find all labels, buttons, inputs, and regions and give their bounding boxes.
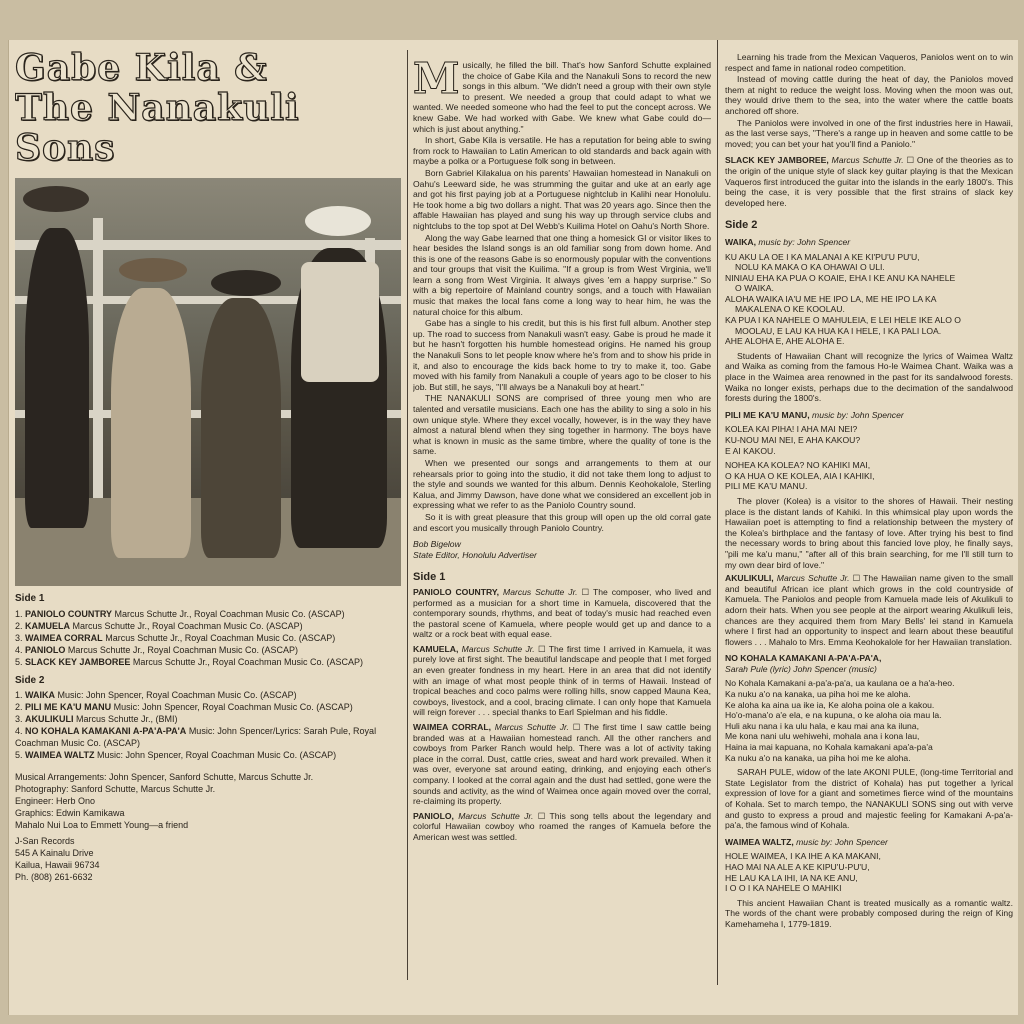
song-heading: WAIMEA WALTZ, music by: John Spencer: [725, 836, 888, 847]
song-note: The plover (Kolea) is a visitor to the shores of Hawaii. Their nesting place is the distant lands of Kahiki. In this whimsical play upon words the Hawaiian poet is attempting to find a relationship between the mystery of the Kolea's birthplace and the fantasy of love. After trying his best to find the necessary words to bring about this fancied love ploy, he finally says, "pili me ka'u manu," "after all of this brain searching, for me I'll still turn to my own dear bird of love.": [725, 495, 1013, 570]
middle-column: [413, 60, 711, 1005]
lyrics-block: No Kohala Kamakani a-pa'a-pa'a, ua kaulana oe a ha'a-heo. Ka nuku a'o na kanaka, ua piha hoi me ke aloha. Ke aloha ka aina ua ike ia, Ke aloha poina ole a kakou. Ho'o-mana'o a'e ela, e na kupuna, o ke aloha oia mau la. Huli aku nana i ka ulu hala, e kau mai ana ka iluna, Me kona nani ulu wehiwehi, mohala ana i kona lau, Haina ia mai kapuana, no Kohala kamakani apa'a-pa'a Ka nuku a'o na kanaka, ua piha hoi me ke aloha.: [725, 678, 955, 763]
white-vest: [301, 262, 379, 382]
body-paragraph: Learning his trade from the Mexican Vaqueros, Paniolos went on to win respect and fame in national rodeo competition.: [725, 52, 1013, 73]
band-member-2: [111, 288, 191, 558]
label-address: [15, 835, 401, 883]
side1-track-list: [15, 608, 401, 668]
drop-cap: M: [413, 60, 460, 103]
side2-track-list: [15, 689, 401, 761]
author-title: State Editor, Honolulu Advertiser: [413, 549, 537, 560]
song-note: SLACK KEY JAMBOREE, Marcus Schutte Jr. ☐ One of the theories as to the origin of the unique style of slack key guitar playing is that the Mexican Vaqueros first introduced the guitar into the islands in the early 1800's. This being the case, it is very possible that the first strains of slack key developed here.: [725, 155, 1013, 208]
album-title-line1: Gabe Kila &: [15, 48, 268, 89]
track-item: 2. KAMUELA Marcus Schutte Jr., Royal Coachman Music Co. (ASCAP): [15, 620, 303, 631]
song-note: KAMUELA, Marcus Schutte Jr. ☐ The first time I arrived in Kamuela, it was purely love at first sight. The beautiful landscape and people that I met forged an even greater fondness in my heart. Here in an area that did not identify with an image of what most people think of in terms of Hawaii. Instead of tropical beaches and coco palms were rolling hills, snow capped Mauna Kea, cowboys, livestock, and a cool, bracing climate. I can only hope that Kamuela will reign forever . . . special thanks to Earl Spielman and his fiddle.: [413, 643, 711, 718]
address-line: 545 A Kainalu Drive: [15, 848, 94, 859]
body-paragraph: Gabe has a single to his credit, but this is his first full album. Another step up. The road to success from Nanakuli wasn't easy. Gabe is proud he made it but he hasn't forgotten his humble homestead origins. He named his group the Nanakuli Sons to let people know where he's from and to show his pride in it, and also to encourage the kids back home to try to make it, too. Gabe moved with his family from Nanakuli a couple of years ago to be closer to his job. But still, he says, "I'll always be a Nanakuli boy at heart.": [413, 318, 711, 392]
song-note: This ancient Hawaiian Chant is treated musically as a romantic waltz. The words of the chant were probably composed during the reign of King Kamehameha I, 1779-1819.: [725, 897, 1013, 929]
intro-paragraph: Musically, he filled the bill. That's how Sanford Schutte explained the choice of Gabe Kila and the Nanakuli Sons to record the new songs in this album. "We didn't need a group with their own style to present. We needed a group that could adapt to what we wanted. We needed someone who had the feel to put the concept across. We knew Gabe. We had worked with Gabe. We knew what Gabe could do—which is just about anything.": [413, 60, 711, 134]
song-note: PANIOLO, Marcus Schutte Jr. ☐ This song tells about the legendary and colorful Hawaiian cowboy who roamed the ranges of Kamuela before the American west was settled.: [413, 810, 711, 842]
author-name: Bob Bigelow: [413, 539, 461, 550]
track-item: 3. WAIMEA CORRAL Marcus Schutte Jr., Royal Coachman Music Co. (ASCAP): [15, 632, 336, 643]
song-note: PANIOLO COUNTRY, Marcus Schutte Jr. ☐ The composer, who lived and performed as a musician for a short time in Kamuela, discovered that the contemporary sounds, rhythms, and beat of today's music had reached even the pastoral scene of Kamuela, where people would get up and dance to a waltz or a rock beat with equal ease.: [413, 586, 711, 640]
song-heading: NO KOHALA KAMAKANI A-PA'A-PA'A,: [725, 653, 882, 664]
cowboy-hat-1: [23, 186, 89, 212]
credit-line: Engineer: Herb Ono: [15, 796, 96, 807]
body-paragraph: Born Gabriel Kilakalua on his parents' Hawaiian homestead in Nanakuli on Oahu's Leeward side, he was strumming the guitar and uke at an early age and got his first paying job at a Portuguese nightclub in Kalihi near Honolulu. He took home a big two dollars a night. That was 20 years ago. Since then the affable Hawaiian has played and sung his way up through service clubs and nightclubs to the top spot at Del Webb's Kuilima Hotel on Oahu's North Shore.: [413, 167, 711, 231]
white-cowboy-hat: [305, 206, 371, 236]
song-note: WAIMEA CORRAL, Marcus Schutte Jr. ☐ The first time I saw cattle being branded was at a Hawaiian homestead ranch. All the other ranchers and cowboys from Parker Ranch would help. There was a lot of activity taking place in the corral. Dust, cattle cries, sweat and hard work prevailed. When it was over, everyone sat around eating, drinking, and enjoying each other's company. I looked at the corral again and the dust had settled, gone were the sounds and activity, as the wind of Waimea once again moved over the corral, re-claiming its property.: [413, 722, 711, 807]
body-paragraph: When we presented our songs and arrangements to them at our rehearsals prior to going into the studio, it did not take them long to adjust to the style and sounds we wanted for this album. Dennis Keohokalole, Sterling Kalua, and Jimmy Dawson, have done what we considered an excellent job in expressing what we refer to as the Paniolo Country sound.: [413, 457, 711, 511]
track-item: 4. PANIOLO Marcus Schutte Jr., Royal Coachman Music Co. (ASCAP): [15, 644, 298, 655]
credit-line: Musical Arrangements: John Spencer, Sanford Schutte, Marcus Schutte Jr.: [15, 772, 314, 783]
body-paragraph: Along the way Gabe learned that one thing a homesick GI or visitor likes to hear besides the Island songs is an old familiar song from down home. And this is one of the reasons Gabe is so enormously popular with the conventions and tour groups that visit the Kuilima. "If a group is from West Virginia, we'll learn a song from West Virginia. It always gives 'em a happy surprise." So with a big repertoire of Mainland country songs, and a touch with Hawaiian music that makes the local fans come a long way to hear him, he was the natural choice for this album.: [413, 232, 711, 317]
song-note: SARAH PULE, widow of the late AKONI PULE, (long-time Territorial and State Legislator from the district of Kohala) has put together a lyrical expression of love for a giant and sometimes fierce wind of the mountains of Kohala. Set to march tempo, the NANAKULI SONS sing out with verve and gusto to express a proud and majestic feeling for Kamakani A-pa'a-pa'a, the famous wind of Kohala.: [725, 767, 1013, 831]
track-item: 3. AKULIKULI Marcus Schutte Jr., (BMI): [15, 714, 178, 725]
band-member-3: [201, 298, 281, 558]
side1-heading: Side 1: [15, 593, 45, 604]
credit-line: Graphics: Edwin Kamikawa: [15, 808, 125, 819]
fence-post: [93, 218, 103, 518]
address-line: Kailua, Hawaii 96734: [15, 860, 100, 871]
credit-line: Mahalo Nui Loa to Emmett Young—a friend: [15, 820, 189, 831]
column-divider: [717, 40, 718, 985]
song-heading: PILI ME KA'U MANU, music by: John Spencer: [725, 409, 904, 420]
song-note: AKULIKULI, Marcus Schutte Jr. ☐ The Hawaiian name given to the small and beautiful African ice plant which grows in the cold countryside of Kamuela. The Paniolos and people from Kamuela made leis of Akulikuli to adorn their hats. When you see people at the airport wearing Akulikuli leis, chances are they acquired them from Mary Bells' lei stand in Kamuela where I first had an opportunity to inspect and learn about these beautiful flowers . . . Mahalo to Mrs. Emma Keohokalole for her Hawaiian translation.: [725, 573, 1013, 647]
left-column: [15, 48, 401, 993]
right-column: [725, 52, 1013, 997]
body-paragraph: THE NANAKULI SONS are comprised of three young men who are talented and versatile musicians. Each one has the ability to sing a solo in his own unique style. Where they excel vocally, however, is in the way they have almost a natural blend when they sing together in harmony. The boys have what is known in music as the same timbre, where the quality of tone is the same.: [413, 393, 711, 457]
song-heading: WAIKA, music by: John Spencer: [725, 236, 851, 247]
body-paragraph: The Paniolos were involved in one of the first industries here in Hawaii, as the last verse says, "There's a range up in heaven and some cattle to be moved; you can bet your hat you'll find a Paniolo.": [725, 117, 1013, 149]
album-title-line2: The Nanakuli Sons: [15, 87, 300, 169]
address-line: Ph. (808) 261-6632: [15, 872, 93, 883]
track-item: 2. PILI ME KA'U MANU Music: John Spencer, Royal Coachman Music Co. (ASCAP): [15, 702, 353, 713]
body-paragraph: So it is with great pleasure that this group will open up the old corral gate and escort you musically through Paniolo Country.: [413, 511, 711, 533]
song-credit: Sarah Pule (lyric) John Spencer (music): [725, 663, 877, 674]
band-member-1: [25, 228, 89, 528]
track-item: 5. SLACK KEY JAMBOREE Marcus Schutte Jr., Royal Coachman Music Co. (ASCAP): [15, 656, 363, 667]
band-photo: [15, 178, 401, 586]
cowboy-hat-2: [119, 258, 187, 282]
column-divider: [407, 50, 408, 980]
lyrics-block: HOLE WAIMEA, I KA IHE A KA MAKANI, HAO MAI NA ALE A KE KIPU'U-PU'U, HE LAU KA LA IHI, IA NA KE ANU, I O O I KA NAHELE O MAHIKI: [725, 851, 881, 894]
credit-line: Photography: Sanford Schutte, Marcus Schutte Jr.: [15, 784, 216, 795]
track-item: 1. PANIOLO COUNTRY Marcus Schutte Jr., Royal Coachman Music Co. (ASCAP): [15, 608, 345, 619]
address-line: J-San Records: [15, 836, 75, 847]
track-item: 1. WAIKA Music: John Spencer, Royal Coachman Music Co. (ASCAP): [15, 690, 297, 701]
lyrics-block: KU AKU LA OE I KA MALANAI A KE KI'PU'U PU'U, NOLU KA MAKA O KA OHAWAI O ULI. NINIAU EHA KA PUA O KOAIE, EHA I KE ANU KA NAHELE O WAIKA. ALOHA WAIKA IA'U ME HE IPO LA, ME HE IPO LA KA MAKALENA O KE KOOLAU. KA PUA I KA NAHELE O MAHULEIA, E LEI HELE IKE ALO O MOOLAU, E LAU KA HUA KA I HELE, I KA PALI LOA. AHE ALOHA E, AHE ALOHA E.: [725, 251, 961, 347]
track-item: 5. WAIMEA WALTZ Music: John Spencer, Royal Coachman Music Co. (ASCAP): [15, 750, 337, 761]
lyrics-block: KOLEA KAI PIHA! I AHA MAI NEI? KU-NOU MAI NEI, E AHA KAKOU? E AI KAKOU. NOHEA KA KOLEA? NO KAHIKI MAI, O KA HUA O KE KOLEA, AIA I KAHIKI, PILI ME KA'U MANU.: [725, 424, 875, 492]
album-back-cover: [8, 40, 1018, 1015]
side2-heading: Side 2: [15, 674, 45, 686]
credits-block: [15, 771, 401, 831]
cowboy-hat-3: [211, 270, 281, 296]
track-item: 4. NO KOHALA KAMAKANI A-PA'A-PA'A Music: John Spencer/Lyrics: Sarah Pule, Royal Coachman Music Co. (ASCAP): [15, 726, 377, 749]
body-paragraph: Instead of moving cattle during the heat of day, the Paniolos moved them at night to reduce the weight loss. Moving when the moon was out, they would drive them to the sea, into the water where the cattle boats anchored off shore.: [725, 74, 1013, 116]
song-note: Students of Hawaiian Chant will recognize the lyrics of Waimea Waltz and Waika as coming from the famous Ho-le Waimea Chant. Waika was a place in the Waimea area renowned in the past for its sandalwood forests. Waika no longer exists, perhaps due to the decimation of the sandalwood forests during the 1800's.: [725, 350, 1013, 404]
side1-notes-heading: Side 1: [413, 571, 446, 584]
side2-notes-heading: Side 2: [725, 219, 758, 232]
body-paragraph: In short, Gabe Kila is versatile. He has a reputation for being able to swing from rock to Hawaiian to Latin American to old standards and back again with maybe a polka or a Portuguese folk song in between.: [413, 135, 711, 167]
